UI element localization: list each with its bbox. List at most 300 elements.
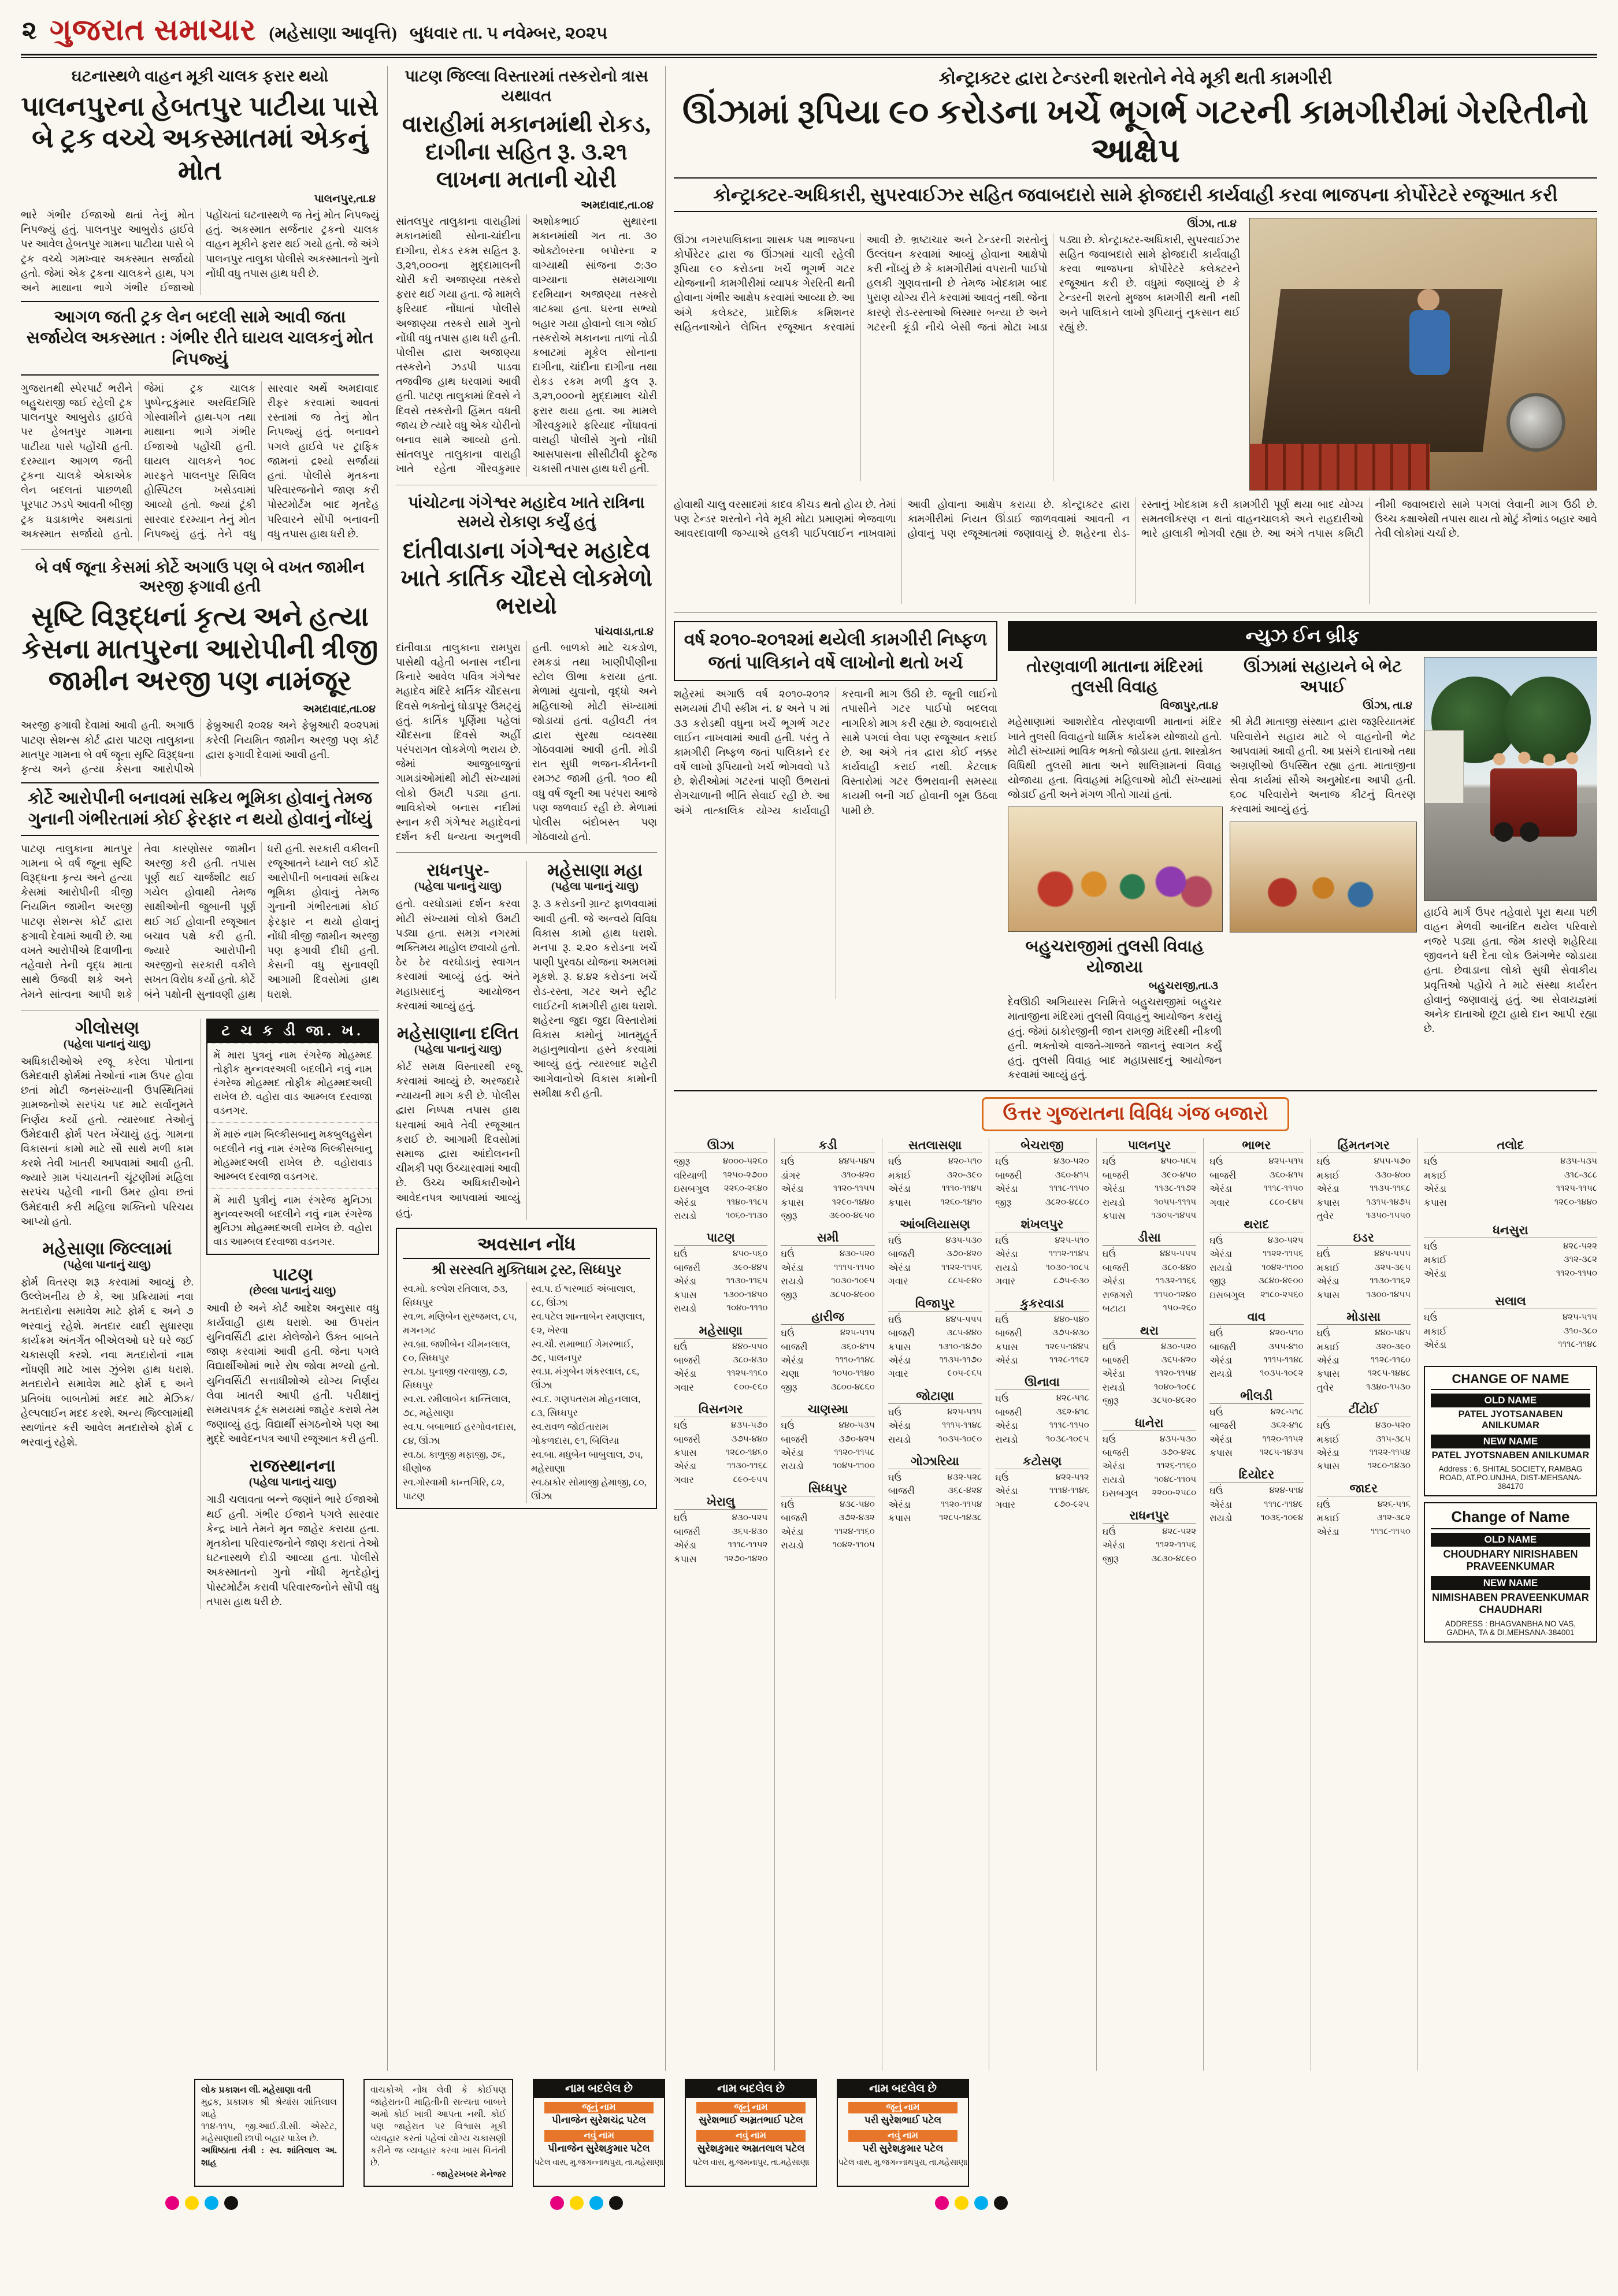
commodity-name: કપાસ (1316, 1461, 1340, 1472)
market-rate-row (1209, 1367, 1303, 1380)
commodity-name: ગવાર (674, 1474, 694, 1485)
rate-value: ૧૧૧૮-૧૧૪૯ (1264, 1499, 1304, 1509)
market-rate-row (888, 1471, 982, 1484)
commodity-name: જીરૂ (1102, 1553, 1119, 1565)
continuation-title: મહેસાણા જિલ્લામાં (42, 1239, 172, 1258)
market-rate-row (781, 1539, 874, 1552)
photo-tulsi-vivah (1008, 807, 1223, 932)
article-palanpur-accident (21, 67, 379, 541)
market-block (888, 1296, 982, 1381)
market-name: રાધનપુર (1103, 1509, 1196, 1524)
rate-value: ૪૩૫-૫૩૦ (1160, 1433, 1197, 1444)
address-value: Address : 6, SHITAL SOCIETY, RAMBAG ROAD, AT.PO.UNJHA, DIST-MEHSANA-384170 (1438, 1464, 1583, 1491)
news-in-brief (1008, 621, 1597, 1083)
market-rate-row (995, 1419, 1089, 1432)
continuation-title: મહેસાણા મહા (547, 861, 643, 880)
rate-value: ૩૮૦-૪૩૦ (732, 1354, 768, 1365)
market-rate-row (1209, 1155, 1303, 1168)
market-rate-row (1103, 1552, 1196, 1566)
market-rate-row (1209, 1261, 1303, 1275)
market-rate-row (1317, 1247, 1411, 1261)
commodity-name: ઘઉં (1209, 1485, 1223, 1497)
market-rate-row (674, 1433, 767, 1446)
market-rate-row (1209, 1247, 1303, 1261)
market-block (1103, 1324, 1196, 1408)
market-rate-row (888, 1484, 982, 1498)
news-in-brief-band: ન્યુઝ ઈન બ્રીફ (1008, 621, 1597, 651)
market-block (1317, 1481, 1411, 1539)
rate-value: ૩૧૦-૩૮૦ (1563, 1325, 1597, 1336)
commodity-name: કપાસ (995, 1341, 1019, 1353)
commodity-name: રાયડો (1209, 1262, 1233, 1273)
rate-value: ૪૪૫-૫૫૫ (1374, 1249, 1411, 1259)
brief-photo-column (1424, 657, 1597, 1083)
market-rate-row (1317, 1511, 1411, 1525)
market-name: ઊંઝા (674, 1138, 767, 1153)
rate-value: ૨૨૦૦-૨૫૮૦ (1152, 1488, 1197, 1498)
rate-value: ૩૬૫-૪૩૦ (732, 1526, 768, 1536)
brick-row-shape (1250, 444, 1430, 490)
commodity-name: એરંડા (1316, 1183, 1339, 1195)
rate-value: ૧૦૪૦-૧૧૧૦ (726, 1303, 768, 1313)
commodity-name: રાયડો (781, 1461, 804, 1472)
commodity-name: કપાસ (674, 1553, 697, 1565)
article-headline: ઊંઝામાં રૂપિયા ૯૦ કરોડના ખર્ચે ભૂગર્ભ ગટરની કામગીરીમાં ગેરરિતીનો આક્ષેપ (682, 93, 1589, 169)
market-name: ભાભર (1209, 1138, 1303, 1153)
market-block (1103, 1509, 1196, 1566)
rate-value: ૧૩૪૦-૧૫૩૦ (1366, 1381, 1411, 1392)
obituary-entry: સ્વ.બ્રા. જશીબેન ચીમનલાલ, ૯૦, સિધ્ધપુર (403, 1338, 510, 1364)
commodity-name: એરંડા (888, 1354, 911, 1366)
market-rate-row (995, 1392, 1089, 1405)
commodity-name: એરંડા (781, 1447, 804, 1459)
commodity-name: ઇસબગુલ (674, 1183, 710, 1195)
brief-dateline: બહુચરાજી,તા.૩ (1148, 980, 1219, 993)
rate-value: ૧૦૪૨-૧૧૦૫ (832, 1540, 875, 1550)
old-name-value: પરી સુરેશભાઈ પટેલ (864, 2115, 942, 2126)
rate-value: ૩૫૫-૪૧૦ (1268, 1341, 1304, 1351)
article-subhead: કોર્ટે આરોપીની બનાવમાં સક્રિય ભૂમિકા હોવાનું તેમજ ગુનાની ગંભીરતામાં કોઈ ફેરફાર ન થયો હોવાનું નોંધ્યું (21, 782, 379, 836)
rate-value: ૪૩૫-૫૭૦ (730, 1420, 768, 1431)
continuation-title: મહેસાણાના દલિત (397, 1023, 519, 1043)
market-block (1317, 1231, 1411, 1302)
rate-value: ૩૧૨-૩૮૨ (1376, 1513, 1411, 1523)
rate-value: ૪૨૨-૫૧૨ (1055, 1472, 1089, 1483)
commodity-name: કપાસ (1423, 1197, 1447, 1208)
market-rate-row (995, 1196, 1089, 1209)
people-shapes (1487, 745, 1591, 774)
market-rate-row (1317, 1459, 1411, 1473)
commodity-name: ઘઉં (888, 1235, 902, 1246)
market-rate-row (995, 1313, 1089, 1327)
market-block (1209, 1217, 1303, 1302)
rate-value: ૧૧૩૦-૧૧૬૫ (726, 1276, 768, 1286)
rate-value: ૩૭૫-૪૪૦ (731, 1433, 768, 1444)
market-rate-row (888, 1155, 982, 1168)
commodity-name: એરંડા (781, 1262, 804, 1273)
divider (21, 549, 379, 550)
commodity-name: એરંડા (888, 1183, 911, 1195)
market-rates-section (674, 1090, 1597, 2071)
market-name: વિજાપુર (888, 1296, 982, 1312)
market-column (1203, 1138, 1303, 2071)
rate-value: ૪૨૫-૫૧૫ (947, 1406, 982, 1417)
article-unjha-gutter (674, 66, 1597, 604)
name-change-box (837, 2079, 969, 2187)
rate-value: ૩૯૦-૪૪૫ (732, 1262, 768, 1272)
rate-value: ૪૨૦-૫૧૦ (948, 1156, 982, 1166)
market-rate-row (1317, 1169, 1411, 1182)
market-rate-row (1103, 1394, 1196, 1407)
market-rate-row (1317, 1498, 1411, 1511)
market-column (989, 1138, 1089, 2071)
commodity-name: એરંડા (781, 1526, 804, 1537)
continuation-body: હતો. વરઘોડામાં દર્શન કરવા મોટી સંખ્યામાં લોકો ઉમટી પડ્યા હતા. સમગ્ર નગરમાં ભક્તિમય માહોલ છવાયો હતો. ઠેર ઠેર વરઘોડાનું સ્વાગત કરવામાં આવ્યું હતું. અંતે મહાપ્રસાદનું આયોજન કરવામાં આવ્યું હતું. (396, 898, 520, 1012)
rate-value: ૪૨૫-૫૧૦ (1055, 1235, 1089, 1245)
article-headline: દાંતીવાડાના ગંગેશ્વર મહાદેવ ખાતે કાર્તિક ચૌદસે લોકમેળો ભરાયો (400, 537, 652, 619)
column-rule (665, 66, 666, 2071)
continuations-middle (396, 861, 657, 1220)
rate-value: ૧૧૧૮-૧૧૫૨ (728, 1540, 768, 1550)
rate-value: ૧૦૫૦-૧૧૪૦ (832, 1368, 875, 1379)
market-rate-row (1103, 1247, 1196, 1261)
commodity-name: ઘઉં (781, 1249, 795, 1260)
commodity-name: બાજરી (781, 1433, 808, 1445)
commodity-name: રાયડો (781, 1540, 804, 1551)
commodity-name: ઘઉં (888, 1314, 902, 1325)
market-rate-row (1103, 1433, 1196, 1446)
rate-value: ૧૧૨૦-૧૧૫૪ (940, 1499, 982, 1509)
market-rate-row (888, 1247, 982, 1261)
commodity-name: એરંડા (1209, 1499, 1233, 1510)
commodity-name: ગવાર (1209, 1197, 1230, 1208)
market-rate-row (1209, 1182, 1303, 1195)
commodity-name: ડાંગર (781, 1169, 801, 1181)
rate-value: ૩૮૫-૪૪૦ (947, 1328, 982, 1338)
publisher-line: મુદ્રક, પ્રકાશક શ્રી શ્રેયાંસ શાંતિલાલ શાહે (201, 2097, 337, 2119)
rate-value: ૪૪૦-૫૩૫ (838, 1420, 875, 1431)
market-name: મહેસાણા (674, 1324, 767, 1339)
commodity-name: ઘઉં (781, 1328, 795, 1339)
new-name-label: નવું નામ (848, 2130, 958, 2142)
market-rate-row (674, 1459, 767, 1473)
market-name: હારીજ (781, 1310, 874, 1325)
registration-marks (935, 2196, 1008, 2210)
market-block (1103, 1416, 1196, 1500)
rate-value: ૧૦૬૦-૧૧૩૦ (725, 1210, 768, 1220)
market-block (888, 1454, 982, 1525)
rate-value: ૧૧૨૦-૧૧૫૪ (1155, 1368, 1197, 1379)
market-rate-row (888, 1169, 982, 1182)
market-name: જાદર (1317, 1481, 1411, 1496)
market-rate-row (1209, 1446, 1303, 1459)
name-change-title: નામ બદલેલ છે (686, 2080, 816, 2098)
rate-value: ૩૮૫૦-૪૯૨૦ (1151, 1395, 1197, 1406)
rate-value: ૩૮૩૦-૪૮૯૦ (1151, 1553, 1197, 1563)
market-name: કુકરવાડા (995, 1296, 1089, 1312)
market-rate-row (1209, 1288, 1303, 1302)
market-name: ટીંટોઈ (1317, 1402, 1411, 1417)
old-name-value: CHOUDHARY NIRISHABEN PRAVEENKUMAR (1443, 1548, 1578, 1572)
commodity-name: કપાસ (1102, 1210, 1126, 1221)
rate-value: ૩૬૦-૪૧૫ (840, 1341, 875, 1351)
rate-value: ૧૫૦-૨૬૦ (1163, 1303, 1197, 1313)
commodity-name: ગવાર (674, 1381, 694, 1393)
rate-value: ૪૩૮-૫૪૦ (840, 1499, 875, 1509)
market-rate-row (888, 1498, 982, 1511)
continuation-section (21, 1019, 194, 1229)
commodity-name: ઘઉં (995, 1472, 1009, 1484)
commodity-name: એરંડા (674, 1368, 697, 1380)
rate-value: ૧૧૪૦-૧૧૮૫ (726, 1197, 768, 1207)
article-kicker: પાંચોટના ગંગેશ્વર મહાદેવ ખાતે રાત્રિના સમયે રોકાણ કર્યું હતું (408, 493, 645, 532)
market-block (995, 1296, 1089, 1368)
market-rate-row (1209, 1340, 1303, 1354)
obituary-entry: સ્વ.પ્ર. મંગુબેન શંકરલાલ, ૮૬, ઊંઝા (531, 1366, 640, 1391)
rate-value: ૨૨૬૦-૨૬૪૦ (723, 1183, 768, 1194)
rate-value: ૩૨૫-૩૯૫ (1374, 1262, 1411, 1272)
divider (396, 852, 657, 853)
market-rate-row (781, 1498, 874, 1511)
black-dot (994, 2196, 1008, 2210)
commodity-name: બાજરી (1209, 1420, 1237, 1432)
commodity-name: એરંડા (674, 1461, 697, 1472)
rate-value: ૪૨૮-૫૧૮ (1056, 1393, 1089, 1403)
new-name-value: PATEL JYOTSNABEN ANILKUMAR (1431, 1450, 1590, 1461)
commodity-name: એરંડા (1209, 1433, 1233, 1445)
article-body: ગુજરાતથી સ્પેરપાર્ટ ભરીને બહુચરાજી જઈ રહેલી ટ્રક પાલનપુર આબુરોડ હાઈવે પર હેબતપુર ગામના પાટીયા પાસે પહોંચી હતી. દરમ્યાન આગળ જતી ટ્રકના ચાલકે એકાએક લેન બદલતાં પાછળથી પૂરપાટ ઝડપે આવતી બીજી ટ્રક ધડાકાભેર અથડાતાં અકસ્માત સર્જાયો હતો. જેમાં ટ્રક ચાલક પુષ્પેન્દ્રકુમાર અરવિંદગિરિ ગોસ્વામીને હાથ-પગ તથા માથાના ભાગે ગંભીર ઈજાઓ પહોંચી હતી. ઘાયલ ચાલકને ૧૦૮ મારફતે પાલનપુર સિવિલ હોસ્પિટલ ખસેડવામાં આવ્યો હતો. જ્યાં ટૂંકી સારવાર દરમ્યાન તેનું મોત નિપજ્યું હતું. તેને વધુ સારવાર અર્થે અમદાવાદ રીફર કરવામાં આવતાં રસ્તામાં જ તેનું મોત નિપજ્યું હતું. બનાવને પગલે હાઈવે પર ટ્રાફિક જામનાં દ્રશ્યો સર્જાયાં હતાં. પોલીસે મૃતકના પરિવારજનોને જાણ કરી પોસ્ટમોર્ટમ બાદ મૃતદેહ પરિવારને સોંપી બનાવની વધુ તપાસ હાથ ધરી છે. (21, 382, 379, 540)
market-rate-row (995, 1484, 1089, 1498)
commodity-name: એરંડા (1316, 1526, 1339, 1537)
rate-value: ૧૨૮૫-૧૪૩૫ (1259, 1447, 1304, 1458)
commodity-name: એરંડા (888, 1499, 911, 1510)
address-value: ADDRESS : BHAGVANBHA NO VAS, GADHA, TA & DI.MEHSANA-384001 (1445, 1619, 1576, 1637)
commodity-name: બાજરી (995, 1328, 1022, 1339)
obituary-entry: સ્વ.ઠા. પુનાજી વરવાજી, ૮૭, સિધ્ધપુર (403, 1366, 507, 1391)
rate-value: ૧૧૧૨-૧૧૪૫ (1048, 1249, 1089, 1259)
article-subhead: કોન્ટ્રાક્ટર-અધિકારી, સુપરવાઈઝર સહિત જવાબદારો સામે ફોજદારી કાર્યવાહી કરવા ભાજપના કોર્પોરેટરે રજૂઆત કરી (674, 177, 1597, 212)
market-rate-row (888, 1313, 982, 1327)
commodity-name: જીરૂ (781, 1381, 797, 1393)
commodity-name: એરંડા (995, 1485, 1018, 1497)
market-rate-row (1103, 1155, 1196, 1168)
continuation-title: પાટણ (272, 1265, 313, 1284)
commodity-name: ઘઉં (1102, 1526, 1116, 1537)
market-block (995, 1138, 1089, 1209)
market-rate-row (995, 1433, 1089, 1446)
commodity-name: ઘઉં (1102, 1156, 1116, 1168)
publisher-line: લોક પ્રકાશન લી. મહેસાણા વતી (201, 2085, 311, 2095)
rate-value: ૧૧૨૦-૧૧૫૮ (834, 1447, 875, 1458)
name-change-box (533, 2079, 665, 2187)
market-name: વાવ (1209, 1310, 1303, 1325)
rate-value: ૧૧૨૨-૧૧૫૪ (1369, 1447, 1411, 1458)
photo-street-vehicle (1424, 657, 1597, 901)
commodity-name: રાયડો (781, 1276, 804, 1287)
rate-value: ૪૪૦-૫૪૦ (1053, 1314, 1089, 1324)
market-rate-row (1317, 1155, 1411, 1168)
commodity-name: એરંડા (781, 1354, 804, 1366)
rate-value: ૩૬૨-૪૧૮ (1270, 1420, 1304, 1431)
commodity-name: રાયડો (674, 1210, 697, 1221)
box-and-briefs-row (674, 621, 1597, 1083)
market-rate-row (1317, 1261, 1411, 1275)
name-change-box (685, 2079, 817, 2187)
photo-gutter-excavation (1249, 218, 1597, 491)
commodity-name: એરંડા (1423, 1268, 1446, 1279)
commodity-name: એરંડા (674, 1197, 697, 1208)
brief-body: શ્રી મેઢી માતાજી સંસ્થાન દ્વારા જરૂરિયાતમંદ પરિવારોને સહાય માટે બે વાહનોની ભેટ આપવામાં આવી હતી. આ પ્રસંગે દાતાઓ તથા અગ્રણીઓ ઉપસ્થિત રહ્યા હતા. માતાજીના સેવા કાર્યમાં સૌએ અનુમોદના આપી હતી. ૬૦૮ પરિવારોને અનાજ કીટનું વિતરણ કરવામાં આવ્યું હતું. (1230, 716, 1416, 815)
market-rate-row (1103, 1196, 1196, 1209)
worker-figure (1417, 289, 1439, 311)
market-name: સમી (781, 1231, 874, 1246)
obituary-list (403, 1282, 650, 1503)
market-name: ખેરાલુ (674, 1495, 767, 1510)
rate-value: ૮૮૫-૯૪૦ (948, 1276, 982, 1286)
commodity-name: એરંડા (781, 1183, 804, 1195)
obituary-entry: સ્વ.ભ. મણિબેન સુરજમલ, ૮૫, મગનગઢ (403, 1310, 517, 1336)
rate-value: ૪૪૫-૫૫૫ (945, 1314, 982, 1324)
rate-value: ૩૮૫૦-૪૯૦૦ (829, 1289, 875, 1299)
commodity-name: કપાસ (1316, 1289, 1340, 1301)
commodity-name: રાયડો (1102, 1381, 1125, 1393)
market-rate-row (781, 1196, 874, 1209)
black-dot (609, 2196, 623, 2210)
market-rate-row (1209, 1511, 1303, 1525)
commodity-name: રાયડો (995, 1433, 1018, 1445)
rate-value: ૪૨૫-૫૧૫ (1268, 1156, 1304, 1166)
market-rate-row (1209, 1433, 1303, 1446)
commodity-name: ઘઉં (1316, 1328, 1330, 1339)
rate-value: ૪૦૦૦-૫૨૬૦ (722, 1156, 768, 1166)
new-name-label: NEW NAME (1431, 1576, 1590, 1590)
market-block (1424, 1138, 1597, 1209)
market-name: ઊનાવા (995, 1375, 1089, 1390)
rate-value: ૩૧૨-૩૮૨ (1563, 1254, 1597, 1265)
date-label: બુધવાર તા. ૫ નવેમ્બર, ૨૦૨૫ (410, 23, 608, 43)
market-rate-row (1209, 1406, 1303, 1419)
rate-value: ૩૧૮-૩૮૮ (1564, 1169, 1597, 1180)
commodity-name: એરંડા (1423, 1339, 1446, 1351)
rate-value: ૩૮૪૦-૪૯૦૦ (1258, 1276, 1304, 1286)
commodity-name: મકાઈ (1316, 1433, 1340, 1445)
name-change-title: નામ બદલેલ છે (838, 2080, 968, 2098)
brief-body: દેવઊઠી અગિયારસ નિમિત્તે બહુચરાજીમાં બહુચર માતાજીના મંદિરમાં તુલસી વિવાહનું આયોજન કરાયું હતું. જેમાં ઠાકોરજીની જાન રામજી મંદિરથી નીકળી હતી. ભક્તોએ વાજતે-ગાજતે જાનનું સ્વાગત કર્યું હતું. તુલસી વિવાહ બાદ મહાપ્રસાદનું આયોજન કરવામાં આવ્યું હતું. (1008, 996, 1222, 1081)
market-header-wrap (674, 1097, 1597, 1131)
market-rate-row (1103, 1367, 1196, 1380)
commodity-name: એરંડા (1102, 1461, 1125, 1472)
new-name-value: NIMISHABEN PRAVEENKUMAR CHAUDHARI (1432, 1591, 1589, 1615)
continuation-title: રાધનપુર- (426, 861, 489, 880)
rate-value: ૧૧૨૦-૧૧૫૨ (1262, 1433, 1304, 1444)
obituary-org: શ્રી સરસ્વતિ મુક્તિધામ ટ્રસ્ટ, સિધ્ધપુર (431, 1262, 622, 1277)
rate-value: ૪૫૦-૫૬૦ (732, 1249, 768, 1259)
market-column (1311, 1138, 1411, 2071)
column-middle (396, 66, 657, 2071)
article-headline: સૃષ્ટિ વિરૂદ્ધનાં કૃત્ય અને હત્યા કેસના માતપુરના આરોપીની ત્રીજી જામીન અરજી પણ નામંજૂર (21, 602, 378, 696)
market-rate-row (1317, 1433, 1411, 1446)
market-rate-row (674, 1196, 767, 1209)
continuation-section (206, 1265, 379, 1447)
market-rate-row (781, 1446, 874, 1459)
market-name: મોડાસા (1317, 1310, 1411, 1325)
commodity-name: બાજરી (1102, 1262, 1129, 1273)
market-name: ચાણસ્મા (781, 1402, 874, 1417)
rate-value: ૩૬૮-૪૨૪ (948, 1485, 982, 1496)
market-name: ડીસા (1103, 1231, 1196, 1246)
obituary-entry: સ્વ.દ. ગણપતરામ મોહનલાલ, ૮૩, સિધ્ધપુર (531, 1394, 641, 1419)
brief-body-continued: હાઈવે માર્ગ ઉપર તહેવારો પૂરા થયા પછી વાહન મેળવી આનંદિત થયેલ પરિવારો નજરે પડ્યા હતા. જેમ કારણે શહેરિયા જીવનને ધરી દેતા લોક ઉમંગભેર જોડાયા હતા. છેવાડાના લોકો સુધી સેવાકીય પ્રવૃત્તિઓ પહોંચે તે માટે સંસ્થા કાર્યરત હોવાનું જણાવાયું હતું. આ સેવાયજ્ઞમાં અનેક દાતાઓ છૂટા હાથે દાન આપી રહ્યા છે. (1424, 906, 1597, 1035)
rate-value: ૯૦૦-૯૬૦ (734, 1381, 768, 1392)
article-dateline: અમદાવાદ,તા.૦૪ (581, 199, 654, 212)
article-dantiwada-fair (396, 493, 657, 845)
rate-value: ૩૭૦-૪૨૫ (838, 1433, 875, 1444)
continuation-label: (પહેલા પાનાનું ચાલુ) (63, 1038, 151, 1050)
worker-figure-body (1409, 310, 1450, 375)
commodity-name: ઘઉં (1209, 1156, 1223, 1168)
market-rate-row (995, 1247, 1089, 1261)
old-name-value: સુરેશભાઈ અમ્રતભાઈ પટેલ (699, 2115, 803, 2126)
classified-header: ટ ચ ક ડી જા. ખ. (207, 1020, 378, 1043)
rate-value: ૪૩૫-૫૩૫ (1560, 1156, 1597, 1166)
market-rate-row (1424, 1253, 1597, 1266)
market-block (1317, 1310, 1411, 1394)
disclaimer-sign: - જાહેરખબર મેનેજર (431, 2169, 506, 2180)
market-name: ગોઝારિયા (888, 1454, 982, 1469)
commodity-name: તુવેર (1316, 1210, 1334, 1221)
commodity-name: કપાસ (1316, 1368, 1340, 1380)
new-name-label: NEW NAME (1431, 1435, 1590, 1448)
rate-value: ૩૭૦-૪૨૮ (1161, 1447, 1197, 1458)
commodity-name: તુવેર (1316, 1381, 1334, 1393)
rate-value: ૧૧૨૦-૧૧૫૦ (1556, 1268, 1597, 1278)
market-rate-row (888, 1234, 982, 1247)
rate-value: ૧૧૩૦-૧૧૬૨ (1370, 1276, 1411, 1286)
commodity-name: મકાઈ (1316, 1169, 1340, 1181)
commodity-name: જીરૂ (674, 1156, 691, 1168)
market-rate-row (995, 1234, 1089, 1247)
rate-value: ૩૧૫-૩૮૫ (1375, 1433, 1411, 1444)
magenta-dot (935, 2196, 949, 2210)
market-rate-row (674, 1446, 767, 1459)
commodity-name: કપાસ (781, 1197, 804, 1208)
market-rate-row (1317, 1525, 1411, 1539)
commodity-name: બાજરી (888, 1485, 915, 1497)
market-name: પાલનપુર (1103, 1138, 1196, 1153)
rate-value: ૧૧૧૫-૧૧૫૦ (834, 1262, 875, 1272)
market-rate-row (888, 1275, 982, 1288)
registration-marks (165, 2196, 238, 2210)
market-rate-row (1103, 1182, 1196, 1195)
market-rate-row (781, 1155, 874, 1168)
change-of-name-box-en (1424, 1502, 1597, 1643)
commodity-name: મકાઈ (1423, 1254, 1448, 1266)
market-rate-row (674, 1367, 767, 1380)
rate-value: ૧૦૩૫-૧૦૯૨ (1260, 1368, 1304, 1379)
market-name: હિંમતનગર (1317, 1138, 1411, 1153)
rate-value: ૧૧૨૮-૧૧૬૨ (1049, 1354, 1089, 1365)
market-rate-row (995, 1155, 1089, 1168)
rate-value: ૮૭૫-૯૩૦ (1053, 1276, 1089, 1286)
commodity-name: બાજરી (995, 1169, 1022, 1181)
article-lead: અરજી ફગાવી દેવામાં આવી હતી. અગાઉ પાટણ સેશન્સ કોર્ટ દ્વારા પાટણ તાલુકાના માતપુર ગામના બે વર્ષ જૂના સૃષ્ટિ વિરૂદ્ધના કૃત્ય અને હત્યા કેસના આરોપીએ ફેબ્રુઆરી ૨૦૨૪ અને ફેબ્રુઆરી ૨૦૨૫માં કરેલી નિયમિત જામીન અરજી પણ કોર્ટ દ્વારા ફગાવી દેવામાં આવી હતી. (21, 719, 379, 775)
commodity-name: બાજરી (781, 1341, 808, 1353)
article-body: પાટણ તાલુકાના માતપુર ગામના બે વર્ષ જૂના સૃષ્ટિ વિરૂદ્ધના કૃત્ય અને હત્યા કેસમાં આરોપીની ત્રીજી નિયમિત જામીન અરજી પાટણ સેશન્સ કોર્ટ દ્વારા ફગાવી દેવામાં આવી છે. આ વખતે આરોપીએ દિવાળીના તહેવારો તેની વૃદ્ધ માતા સાથે ઉજવી શકે અને તેમને સાંત્વના આપી શકે તેવા કારણોસર જામીન અરજી કરી હતી. તપાસ પૂર્ણ થઈ ચાર્જશીટ થઈ ગયેલ હોવાથી તેમજ સાક્ષીઓની જુબાની પૂર્ણ થઈ ગઈ હોવાની રજૂઆત બચાવ પક્ષે કરી હતી. જ્યારે આરોપીની અરજીનો સરકારી વકીલે સખત વિરોધ કર્યો હતો. કોર્ટે બંને પક્ષોની સુનાવણી હાથ ધરી હતી. સરકારી વકીલની રજૂઆતને ધ્યાને લઈ કોર્ટે આરોપીની બનાવમાં સક્રિય ભૂમિકા હોવાનું તેમજ ગુનાની ગંભીરતામાં કોઈ ફેરફાર ન થયો હોવાનું નોંધી ત્રીજી જામીન અરજી પણ ફગાવી દીધી હતી. કેસની વધુ સુનાવણી આગામી દિવસોમાં હાથ ધરાશે. (21, 842, 379, 1000)
obituary-entry: સ્વ.રા. રમીલાબેન કાન્તિલાલ, ૭૮, મહેસાણા (403, 1394, 511, 1419)
rate-value: ૧૦૩૬-૧૦૯૪ (1260, 1513, 1304, 1523)
rate-value: ૧૨૭૦-૧૪૨૦ (724, 1553, 768, 1563)
rate-value: ૪૨૮-૫૨૨ (1563, 1241, 1597, 1251)
